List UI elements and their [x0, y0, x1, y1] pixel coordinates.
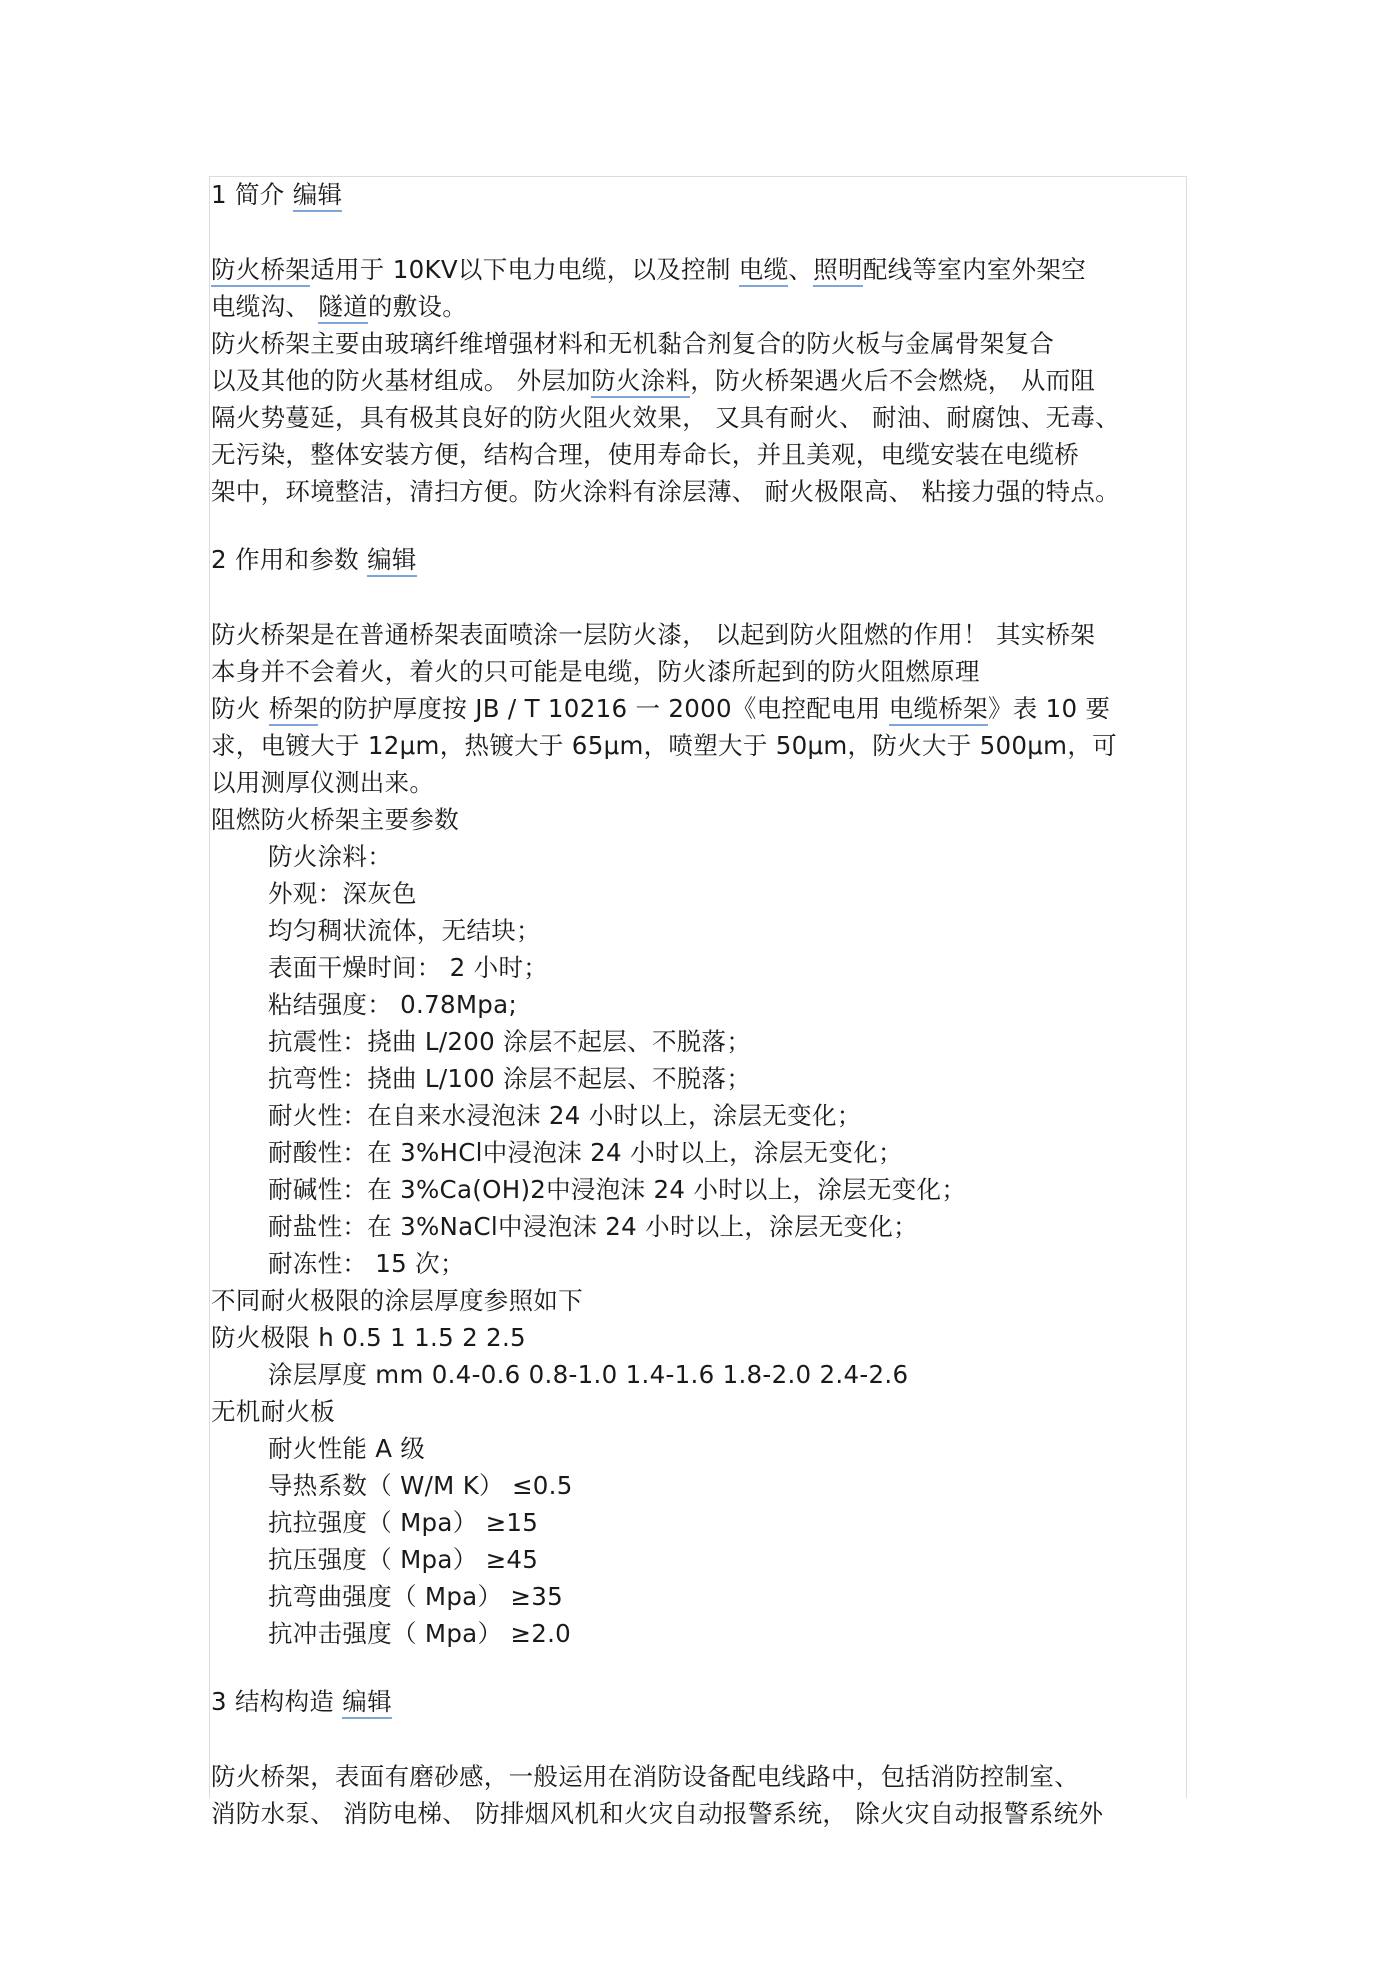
s1-paragraph-line: 无污染，整体安装方便，结构合理，使用寿命长，并且美观，电缆安装在电缆桥 — [211, 440, 1079, 469]
coating-item: 耐碱性：在 3%Ca(OH)2中浸泡沫 24 小时以上，涂层无变化； — [268, 1175, 967, 1204]
section-1-title: 简介 — [234, 180, 285, 209]
link-lighting[interactable]: 照明 — [813, 255, 863, 287]
s3-paragraph-line: 防火桥架，表面有磨砂感，一般运用在消防设备配电线路中，包括消防控制室、 — [211, 1762, 1079, 1791]
section-2-heading — [211, 541, 1185, 578]
board-item: 耐火性能 A 级 — [268, 1434, 426, 1463]
section-3-title: 结构构造 — [234, 1687, 335, 1716]
s2-paragraph-line: 防火 桥架的防护厚度按 JB / T 10216 一 2000《电控配电用 电缆桥架》表 10 要 — [211, 690, 1185, 727]
s2-paragraph-line: 以用测厚仪测出来。 — [211, 768, 435, 797]
s1-paragraph-line: 架中，环境整洁，清扫方便。防火涂料有涂层薄、 耐火极限高、 粘接力强的特点。 — [211, 477, 1120, 506]
coating-item: 耐火性：在自来水浸泡沫 24 小时以上，涂层无变化； — [268, 1101, 862, 1130]
s1-paragraph-line: 以及其他的防火基材组成。 外层加防火涂料，防火桥架遇火后不会燃烧， 从而阻 — [211, 362, 1185, 399]
s1-paragraph-line: 防火桥架主要由玻璃纤维增强材料和无机黏合剂复合的防火板与金属骨架复合 — [211, 329, 1055, 358]
coating-item: 耐盐性：在 3%NaCl中浸泡沫 24 小时以上，涂层无变化； — [268, 1212, 918, 1241]
board-item: 导热系数（ W/M K） ≤0.5 — [268, 1471, 573, 1500]
section-3-number: 3 — [211, 1687, 227, 1716]
link-fire-coating[interactable]: 防火涂料 — [591, 366, 690, 398]
board-item: 抗弯曲强度（ Mpa） ≥35 — [268, 1582, 563, 1611]
section-2-edit-link[interactable]: 编辑 — [367, 545, 417, 577]
section-1-edit-link[interactable]: 编辑 — [293, 180, 343, 212]
fire-limit-row: 防火极限 h 0.5 1 1.5 2 2.5 — [211, 1323, 526, 1352]
board-title: 无机耐火板 — [211, 1397, 335, 1426]
link-cable-tray[interactable]: 电缆桥架 — [889, 694, 988, 726]
document-content — [211, 176, 1185, 1832]
coating-item: 抗弯性：挠曲 L/100 涂层不起层、不脱落； — [268, 1064, 752, 1093]
link-fireproof-tray[interactable]: 防火桥架 — [211, 255, 310, 287]
s1-paragraph-line: 电缆沟、 隧道的敷设。 — [211, 288, 1185, 325]
thickness-row: 涂层厚度 mm 0.4-0.6 0.8-1.0 1.4-1.6 1.8-2.0 2.4-2.6 — [268, 1360, 909, 1389]
coating-item: 耐酸性：在 3%HCl中浸泡沫 24 小时以上，涂层无变化； — [268, 1138, 903, 1167]
thickness-title: 不同耐火极限的涂层厚度参照如下 — [211, 1286, 583, 1315]
section-3-heading — [211, 1683, 1185, 1720]
coating-item: 外观：深灰色 — [268, 879, 417, 908]
s2-paragraph-line: 本身并不会着火，着火的只可能是电缆，防火漆所起到的防火阻燃原理 — [211, 657, 980, 686]
coating-item: 均匀稠状流体，无结块； — [268, 916, 541, 945]
board-item: 抗拉强度（ Mpa） ≥15 — [268, 1508, 539, 1537]
s1-paragraph-line: 防火桥架适用于 10KV以下电力电缆，以及控制 电缆、照明配线等室内室外架空 — [211, 251, 1185, 288]
section-1-heading — [211, 176, 1185, 213]
coating-item: 耐冻性： 15 次； — [268, 1249, 465, 1278]
board-item: 抗冲击强度（ Mpa） ≥2.0 — [268, 1619, 572, 1648]
coating-item: 防火涂料： — [268, 842, 392, 871]
section-1-number: 1 — [211, 180, 227, 209]
s1-paragraph-line: 隔火势蔓延，具有极其良好的防火阻火效果， 又具有耐火、 耐油、耐腐蚀、无毒、 — [211, 403, 1120, 432]
section-2-number: 2 — [211, 545, 227, 574]
section-3-edit-link[interactable]: 编辑 — [342, 1687, 392, 1719]
coating-item: 表面干燥时间： 2 小时； — [268, 953, 549, 982]
board-item: 抗压强度（ Mpa） ≥45 — [268, 1545, 539, 1574]
params-title: 阻燃防火桥架主要参数 — [211, 805, 459, 834]
link-cable[interactable]: 电缆 — [739, 255, 789, 287]
coating-item: 抗震性：挠曲 L/200 涂层不起层、不脱落； — [268, 1027, 752, 1056]
link-tunnel[interactable]: 隧道 — [318, 292, 368, 324]
coating-item: 粘结强度： 0.78Mpa; — [268, 990, 517, 1019]
section-2-title: 作用和参数 — [234, 545, 359, 574]
s3-paragraph-line: 消防水泵、 消防电梯、 防排烟风机和火灾自动报警系统， 除火灾自动报警系统外 — [211, 1799, 1104, 1828]
s2-paragraph-line: 防火桥架是在普通桥架表面喷涂一层防火漆， 以起到防火阻燃的作用！ 其实桥架 — [211, 620, 1096, 649]
s2-paragraph-line: 求，电镀大于 12μm，热镀大于 65μm，喷塑大于 50μm，防火大于 500μm，可 — [211, 731, 1117, 760]
link-tray[interactable]: 桥架 — [269, 694, 319, 726]
